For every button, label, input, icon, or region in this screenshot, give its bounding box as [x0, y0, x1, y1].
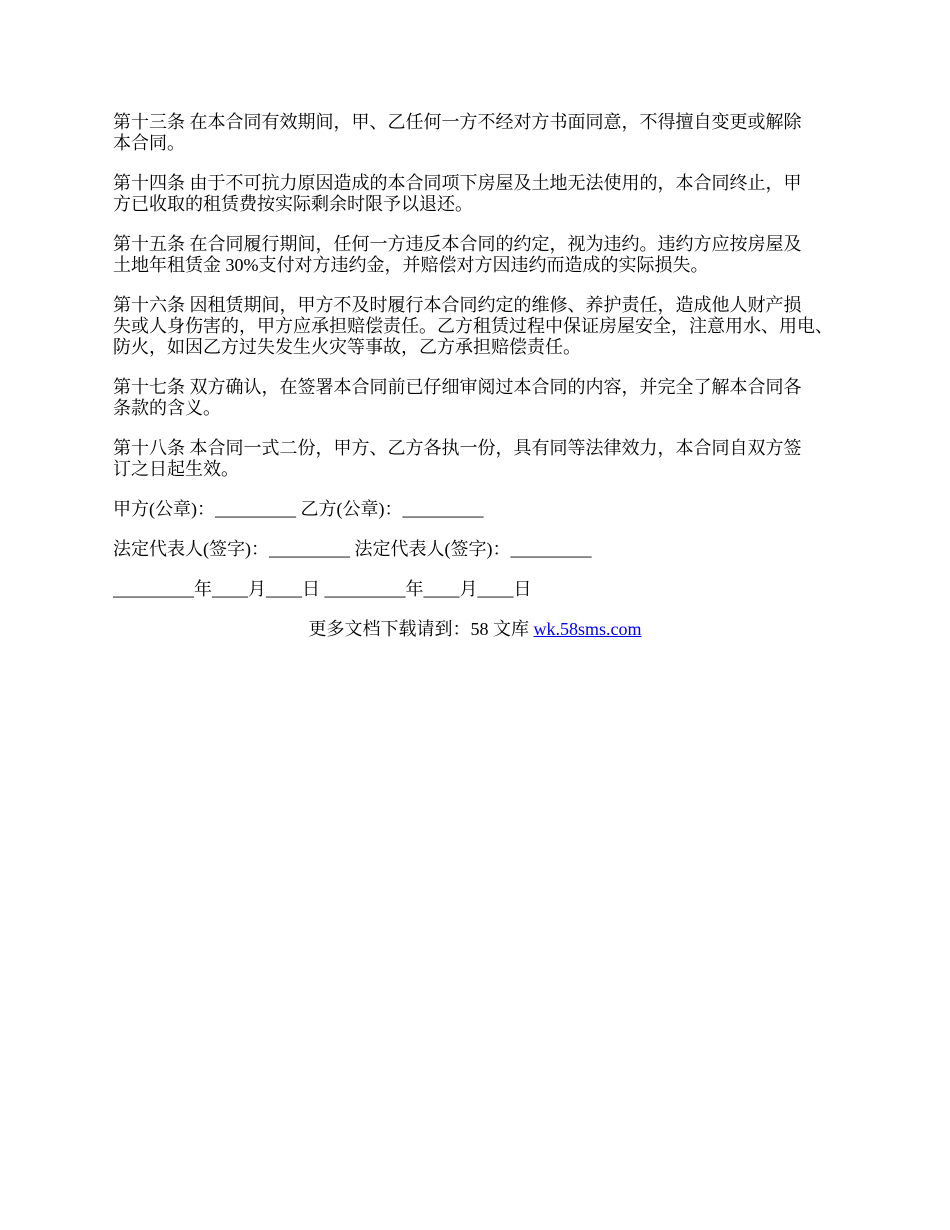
article-18	[113, 438, 843, 480]
article-16-line-2: 失或人身伤害的，甲方应承担赔偿责任。乙方租赁过程中保证房屋安全，注意用水、用电、	[113, 316, 833, 336]
article-17-line-2: 条款的含义。	[113, 398, 221, 418]
article-15-line-2: 土地年租赁金 30%支付对方违约金，并赔偿对方因违约而造成的实际损失。	[113, 255, 709, 275]
article-13-line-2: 本合同。	[113, 133, 185, 153]
article-16-line-3: 防火，如因乙方过失发生火灾等事故，乙方承担赔偿责任。	[113, 337, 581, 357]
date-line: _________年____月____日 _________年____月____日	[113, 579, 532, 599]
article-14	[113, 173, 843, 215]
representative-signature-line: 法定代表人(签字)：_________ 法定代表人(签字)：_________	[113, 539, 592, 559]
article-18-line-2: 订之日起生效。	[113, 459, 239, 479]
contract-body	[113, 112, 843, 640]
article-17	[113, 377, 843, 419]
article-13	[113, 112, 843, 154]
article-13-line-1: 第十三条 在本合同有效期间，甲、乙任何一方不经对方书面同意，不得擅自变更或解除	[113, 112, 802, 132]
footer-link[interactable]: wk.58sms.com	[533, 619, 642, 639]
article-14-line-2: 方已收取的租赁费按实际剩余时限予以退还。	[113, 194, 473, 214]
article-14-line-1: 第十四条 由于不可抗力原因造成的本合同项下房屋及土地无法使用的，本合同终止，甲	[113, 173, 802, 193]
download-footer	[0, 619, 950, 640]
article-16-line-1: 第十六条 因租赁期间，甲方不及时履行本合同约定的维修、养护责任，造成他人财产损	[113, 295, 802, 315]
article-17-line-1: 第十七条 双方确认，在签署本合同前已仔细审阅过本合同的内容，并完全了解本合同各	[113, 377, 802, 397]
article-15-line-1: 第十五条 在合同履行期间，任何一方违反本合同的约定，视为违约。违约方应按房屋及	[113, 234, 802, 254]
article-15	[113, 234, 843, 276]
article-18-line-1: 第十八条 本合同一式二份，甲方、乙方各执一份，具有同等法律效力，本合同自双方签	[113, 438, 802, 458]
party-seal-line: 甲方(公章)：_________ 乙方(公章)：_________	[113, 499, 484, 519]
article-16	[113, 295, 843, 358]
footer-text: 更多文档下载请到：58 文库	[308, 619, 534, 639]
